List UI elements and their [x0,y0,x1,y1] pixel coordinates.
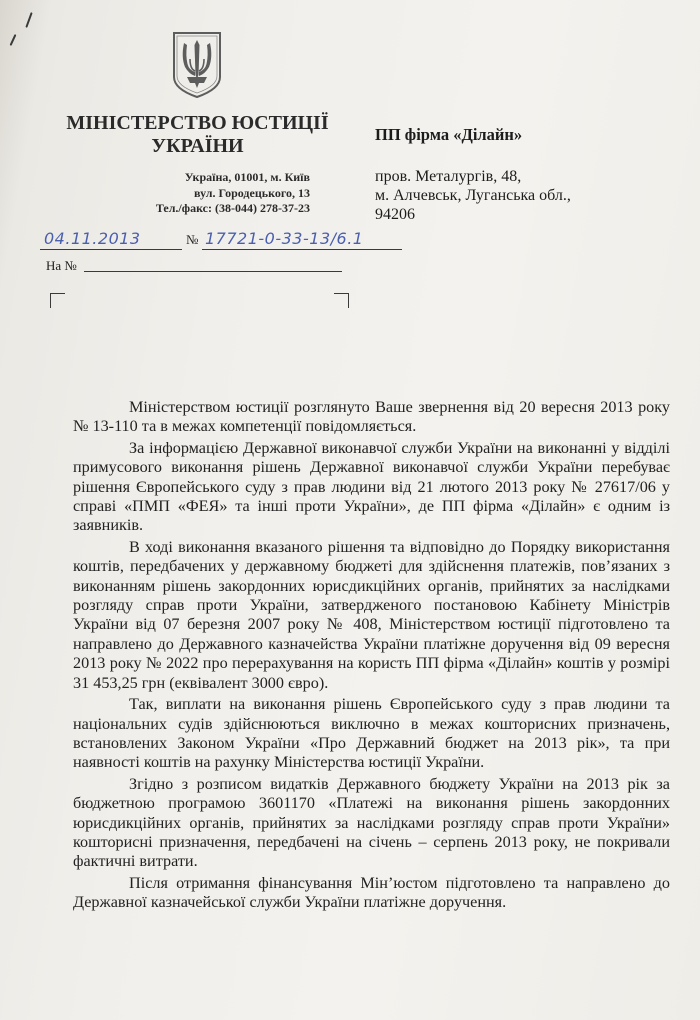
registration-row [40,229,364,253]
body-paragraph: За інформацією Державної виконавчої служби України на виконанні у відділі примусового виконання рішень Державної виконавчої служби України перебуває рішення Європейського суду з прав людини від 21 лютого 2013 року № 27617/06 у справі «ПМП «ФЕЯ» та інші проти України», де ПП фірма «Ділайн» є одним із заявників. [73,438,670,535]
body-paragraph: Після отримання фінансування Мін’юстом підготовлено та направлено до Державної казначейської служби України платіжне доручення. [73,873,670,912]
letter-body [73,398,670,913]
body-paragraph: В ході виконання вказаного рішення та відповідно до Порядку використання коштів, передбачених у державному бюджеті для здійснення платежів, пов’язаних з виконанням рішень закордонних юрисдикційних органів, прийнятих за наслідками розгляду справ проти України, затвердженого постановою Кабінету Міністрів України від 07 березня 2007 року № 408, Міністерством юстиції підготовлено та направлено до Державного казначейства України платіжне доручення від 09 вересня 2013 року № 2022 про перерахування на користь ПП фірма «Ділайн» коштів у розмірі 31 453,25 грн (еквівалент 3000 євро). [73,537,670,692]
handwritten-number: 17721-0-33-13/6.1 [205,229,364,248]
ministry-name [40,112,355,158]
recipient-address [375,167,571,224]
ministry-name-line1: МІНІСТЕРСТВО ЮСТИЦІЇ [66,112,329,134]
body-paragraph: Міністерством юстиції розглянуто Ваше звернення від 20 вересня 2013 року № 13-110 та в межах компетенції повідомляється. [73,398,670,436]
recipient-postal-code: 94206 [375,206,415,223]
address-frame-corner-right [334,293,349,308]
ministry-address-line: Україна, 01001, м. Київ [184,170,310,184]
address-frame-corner-left [50,293,65,308]
reply-to-underline [84,271,342,272]
date-underline [40,249,182,250]
number-underline [202,249,402,250]
handwritten-date: 04.11.2013 [44,229,141,248]
reply-to-row [40,256,345,274]
ministry-address [70,170,310,217]
ministry-address-line: вул. Городецького, 13 [194,185,310,200]
number-label: № [186,232,199,247]
body-paragraph: Згідно з розписом видатків Державного бюджету України на 2013 рік за бюджетною програмою 3601170 «Платежі на виконання рішень закордонних юрисдикційних органів, прийнятих за наслідками розгляду справ проти України» кошторисні призначення, передбачені на січень – серпень 2013 року, не покривали фактичні витрати. [73,774,670,871]
ministry-name-line2: УКРАЇНИ [151,135,244,157]
trident-emblem-icon [171,31,223,99]
recipient-address-line: м. Алчевськ, Луганська обл., [375,187,571,204]
body-paragraph: Так, виплати на виконання рішень Європейського суду з прав людини та національних судів здійснюються виключно в межах кошторисних призначень, встановлених Законом України «Про Державний бюджет на 2013 рік», та при наявності коштів на рахунку Міністерства юстиції України. [73,695,670,772]
recipient-address-line: пров. Металургів, 48, [375,168,522,185]
reply-to-label: На № [46,258,77,273]
pen-mark [25,12,32,28]
recipient-name: ПП фірма «Ділайн» [375,125,523,144]
pen-mark [10,34,17,46]
ministry-phone-fax: Тел./факс: (38-044) 278-37-23 [155,201,310,215]
